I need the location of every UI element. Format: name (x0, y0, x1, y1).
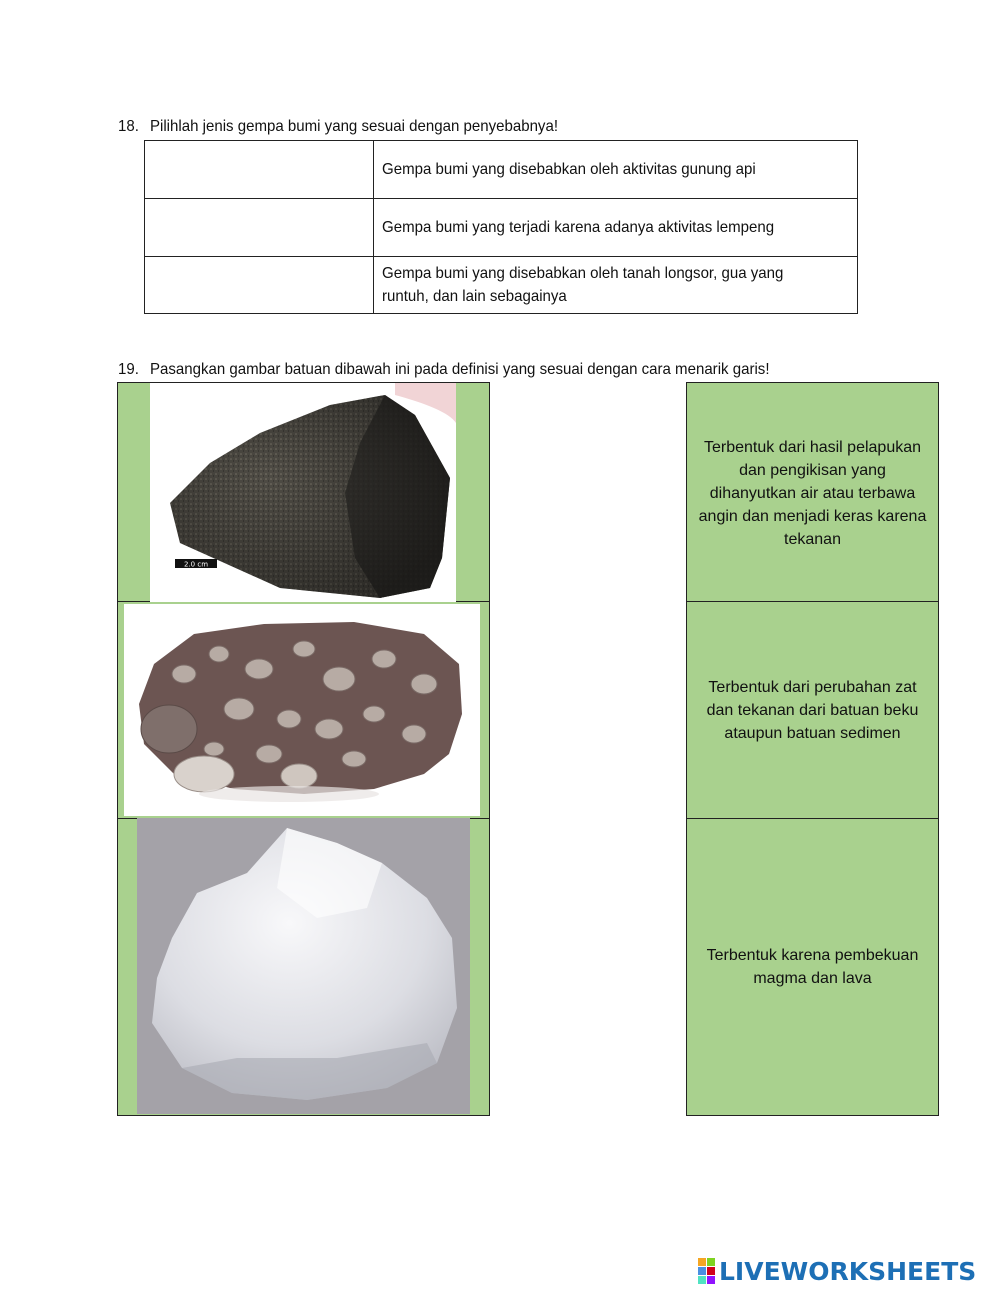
answer-cell-3[interactable] (145, 257, 374, 314)
definition-text-3: Terbentuk karena pembekuan magma dan lava (706, 947, 919, 987)
answer-cell-1[interactable] (145, 141, 374, 199)
definition-text-2: Terbentuk dari perubahan zat dan tekanan dari batuan beku ataupun batuan sedimen (706, 679, 919, 742)
scale-bar-label: 2.0 cm (183, 560, 209, 569)
table-row (145, 257, 858, 314)
definition-box-2[interactable] (687, 602, 938, 819)
sedimentary-rock-image (124, 604, 480, 816)
question-18-number: 18. (118, 118, 139, 135)
liveworksheets-logo (698, 1257, 976, 1285)
description-cell-3: Gempa bumi yang disebabkan oleh tanah longsor, gua yang runtuh, dan lain sebagainya (374, 257, 858, 314)
question-19-number: 19. (118, 361, 139, 378)
description-cell-2: Gempa bumi yang terjadi karena adanya aktivitas lempeng (374, 199, 858, 257)
metamorphic-rock-image (137, 818, 470, 1114)
description-cell-1: Gempa bumi yang disebabkan oleh aktivitas gunung api (374, 141, 858, 199)
question-18-prompt: Pilihlah jenis gempa bumi yang sesuai dengan penyebabnya! (149, 118, 558, 135)
definition-column (686, 382, 939, 1116)
liveworksheets-logo-icon (698, 1258, 715, 1284)
answer-cell-2[interactable] (145, 199, 374, 257)
question-19-title (118, 361, 770, 379)
earthquake-matching-table (144, 140, 858, 314)
igneous-rock-image (150, 383, 456, 602)
question-19-prompt: Pasangkan gambar batuan dibawah ini pada definisi yang sesuai dengan cara menarik garis! (149, 361, 770, 378)
liveworksheets-brand: LIVEWORKSHEETS (719, 1256, 977, 1286)
table-row (145, 141, 858, 199)
table-row (145, 199, 858, 257)
definition-text-1: Terbentuk dari hasil pelapukan dan pengikisan yang dihanyutkan air atau terbawa angin dan menjadi keras karena tekanan (698, 439, 927, 548)
question-18-title (118, 118, 558, 136)
definition-box-1[interactable] (687, 383, 938, 602)
definition-box-3[interactable] (687, 819, 938, 1117)
